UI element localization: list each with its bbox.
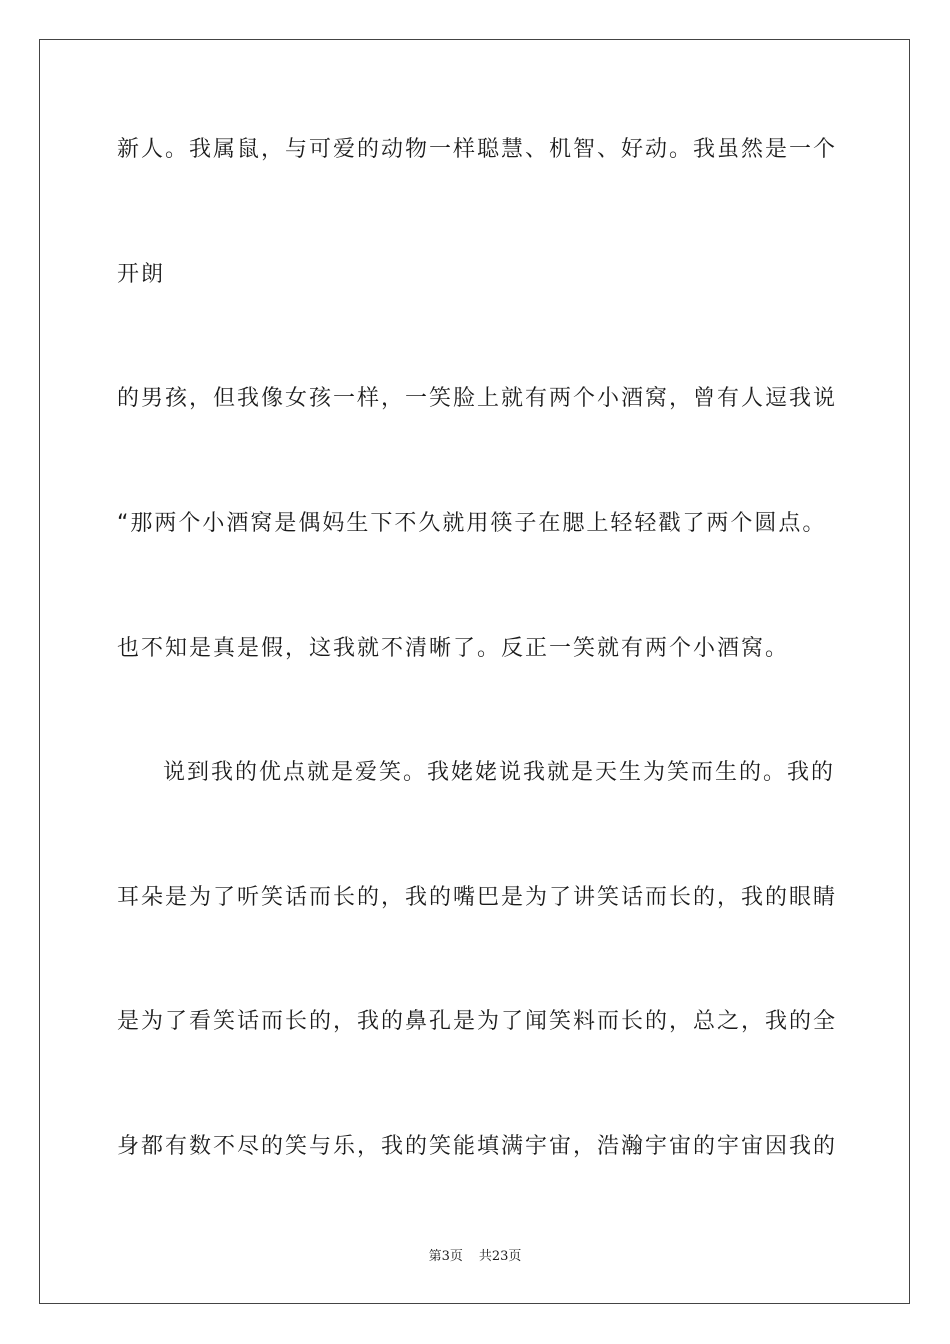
paragraph-line: 是为了看笑话而长的，我的鼻孔是为了闻笑料而长的，总之，我的全 — [117, 1009, 838, 1034]
paragraph-line: 新人。我属鼠，与可爱的动物一样聪慧、机智、好动。我虽然是一个 — [117, 137, 838, 162]
page-border — [39, 39, 910, 1304]
paragraph-line: 耳朵是为了听笑话而长的，我的嘴巴是为了讲笑话而长的，我的眼睛 — [117, 885, 838, 910]
paragraph-line: 也不知是真是假，这我就不清晰了。反正一笑就有两个小酒窝。 — [117, 636, 790, 661]
paragraph-line: 的男孩，但我像女孩一样，一笑脸上就有两个小酒窝，曾有人逗我说 — [117, 386, 838, 411]
page-number: 第3页 — [428, 1249, 463, 1264]
paragraph-line: 说到我的优点就是爱笑。我姥姥说我就是天生为笑而生的。我的 — [163, 760, 836, 785]
page-footer — [0, 1248, 950, 1266]
paragraph-line: “那两个小酒窝是偶妈生下不久就用筷子在腮上轻轻戳了两个圆点。 — [117, 511, 827, 536]
paragraph-line: 开朗 — [117, 262, 166, 287]
paragraph-line: 身都有数不尽的笑与乐，我的笑能填满宇宙，浩瀚宇宙的宇宙因我的 — [117, 1134, 838, 1159]
total-pages: 共23页 — [478, 1249, 522, 1264]
